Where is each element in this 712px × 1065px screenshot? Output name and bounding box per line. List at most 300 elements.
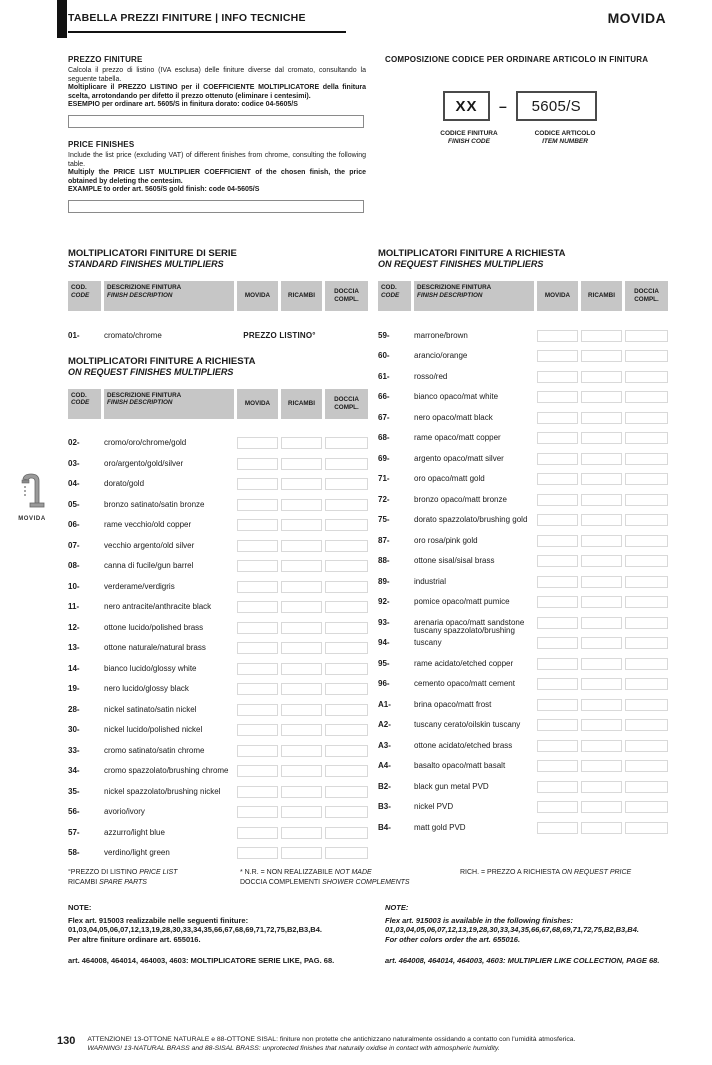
movida-multiplier-cell: [237, 581, 278, 593]
doccia-multiplier-cell: [325, 478, 368, 490]
code-composition-labels: [385, 130, 667, 146]
ricambi-multiplier-cell: [581, 453, 622, 465]
ricambi-multiplier-cell: [581, 719, 622, 731]
finish-description: rosso/red: [414, 371, 448, 381]
table-row: [378, 444, 668, 465]
finish-code: 12-: [68, 622, 80, 632]
movida-multiplier-cell: [537, 555, 578, 567]
col-header-doccia: [325, 389, 368, 419]
col-code-en: CODE: [381, 291, 400, 299]
finish-description: oro/argento/gold/silver: [104, 458, 184, 468]
movida-multiplier-cell: [237, 786, 278, 798]
table-row: [68, 321, 368, 342]
finish-description: bronzo opaco/matt bronze: [414, 494, 507, 504]
movida-multiplier-cell: [237, 724, 278, 736]
finish-description: dorato spazzolato/brushing gold: [414, 515, 528, 524]
finish-code: 95-: [378, 658, 390, 668]
finish-code: 72-: [378, 494, 390, 504]
table-row: [68, 716, 368, 737]
movida-multiplier-cell: [237, 745, 278, 757]
doccia-multiplier-cell: [625, 494, 668, 506]
finish-code: 05-: [68, 499, 80, 509]
finish-code: 34-: [68, 766, 80, 775]
finish-description: tuscany spazzolato/brushing tuscany: [414, 626, 515, 647]
movida-multiplier-cell: [537, 822, 578, 834]
note-art-line-it: art. 464008, 464014, 464003, 4603: MOLTIPLICATORE SERIE LIKE, PAG. 68.: [68, 956, 335, 965]
doccia-multiplier-cell: [625, 432, 668, 444]
finish-description: dorato/gold: [104, 479, 145, 488]
finish-code: 57-: [68, 827, 80, 837]
table-row: [68, 634, 368, 655]
ricambi-multiplier-cell: [281, 437, 322, 449]
table-row: [378, 465, 668, 486]
finish-code: 10-: [68, 581, 80, 591]
table-row: [378, 321, 668, 342]
finish-description: vecchio argento/old silver: [104, 540, 195, 550]
doccia-multiplier-cell: [625, 658, 668, 670]
standard-table-header: [68, 281, 368, 311]
footnote-row: [68, 878, 668, 888]
ricambi-multiplier-cell: [581, 822, 622, 834]
doccia-multiplier-cell: [625, 514, 668, 526]
doccia-multiplier-cell: [325, 437, 368, 449]
item-number-label-it: CODICE ARTICOLO: [534, 130, 596, 137]
ricambi-multiplier-cell: [281, 704, 322, 716]
movida-multiplier-cell: [237, 540, 278, 552]
page-footer: [57, 1036, 669, 1053]
code-composition-title: COMPOSIZIONE CODICE PER ORDINARE ARTICOLO IN FINITURA: [385, 55, 649, 64]
section-title-it: PREZZO FINITURE: [68, 55, 143, 64]
table-row: [68, 552, 368, 573]
ricambi-multiplier-cell: [581, 494, 622, 506]
finish-description: rame acidato/etched copper: [414, 658, 514, 668]
table-row: [68, 736, 368, 757]
ricambi-multiplier-cell: [581, 699, 622, 711]
finish-code: B2-: [378, 781, 391, 791]
col-header-ricambi: RICAMBI: [281, 389, 322, 419]
footnote-empty: [460, 878, 668, 888]
col-header-code: [378, 281, 411, 311]
table-row: [68, 531, 368, 552]
doccia-multiplier-cell: [625, 473, 668, 485]
footnote-en: SHOWER COMPLEMENTS: [322, 879, 410, 886]
table-row: [378, 424, 668, 445]
doccia-multiplier-cell: [625, 678, 668, 690]
finish-code: 08-: [68, 561, 80, 570]
request-left-title-en: ON REQUEST FINISHES MULTIPLIERS: [68, 366, 234, 377]
finish-description: nero antracite/anthracite black: [104, 602, 212, 611]
doccia-multiplier-cell: [325, 663, 368, 675]
table-row: [68, 470, 368, 491]
doccia-multiplier-cell: [325, 827, 368, 839]
doccia-multiplier-cell: [625, 330, 668, 342]
ricambi-multiplier-cell: [581, 432, 622, 444]
doccia-multiplier-cell: [625, 371, 668, 383]
finish-code: B4-: [378, 822, 391, 832]
table-row: [68, 449, 368, 470]
note-art-line-en: art. 464008, 464014, 464003, 4603: MULTIPLIER LIKE COLLECTION, PAGE 68.: [385, 956, 660, 965]
finish-code: 69-: [378, 453, 390, 463]
doccia-multiplier-cell: [325, 786, 368, 798]
finish-description: avorio/ivory: [104, 807, 145, 816]
finish-code: A2-: [378, 720, 391, 729]
doccia-multiplier-cell: [325, 560, 368, 572]
movida-multiplier-cell: [237, 478, 278, 490]
col-desc-en: FINISH DESCRIPTION: [107, 291, 173, 299]
table-row: [68, 654, 368, 675]
ricambi-multiplier-cell: [581, 576, 622, 588]
doccia-multiplier-cell: [625, 596, 668, 608]
finish-description: cromo spazzolato/brushing chrome: [104, 766, 229, 775]
doccia-multiplier-cell: [625, 699, 668, 711]
ricambi-multiplier-cell: [581, 535, 622, 547]
finish-code: 87-: [378, 535, 390, 545]
ricambi-multiplier-cell: [281, 724, 322, 736]
doccia-multiplier-cell: [325, 499, 368, 511]
table-row: [378, 772, 668, 793]
finish-description: nickel satinato/satin nickel: [104, 704, 197, 714]
ricambi-multiplier-cell: [281, 458, 322, 470]
movida-multiplier-cell: [537, 719, 578, 731]
col-header-movida: MOVIDA: [537, 281, 578, 311]
footnote-en: ON REQUEST PRICE: [561, 869, 632, 876]
col-doccia-l1: DOCCIA: [634, 288, 659, 296]
finish-code: 30-: [68, 725, 80, 734]
col-code-it: COD.: [71, 284, 87, 291]
finish-code: A4-: [378, 761, 391, 770]
finish-code-label-en: FINISH CODE: [448, 138, 490, 145]
doccia-multiplier-cell: [625, 412, 668, 424]
movida-multiplier-cell: [537, 350, 578, 362]
movida-multiplier-cell: [237, 437, 278, 449]
table-row: [68, 593, 368, 614]
finish-description: argento opaco/matt silver: [414, 453, 504, 463]
price-finishes-section: [68, 55, 366, 225]
doccia-multiplier-cell: [625, 801, 668, 813]
footnote-it: * N.R. = NON REALIZZABILE: [240, 869, 333, 876]
finish-description: ottone naturale/natural brass: [104, 643, 206, 652]
ricambi-multiplier-cell: [581, 781, 622, 793]
finish-description: nickel lucido/polished nickel: [104, 725, 203, 734]
ricambi-multiplier-cell: [281, 540, 322, 552]
doccia-multiplier-cell: [325, 458, 368, 470]
ricambi-multiplier-cell: [581, 412, 622, 424]
footnote-spare-parts: [68, 878, 240, 888]
brand-logo: MOVIDA: [607, 10, 666, 26]
ricambi-multiplier-cell: [581, 350, 622, 362]
table-row: [68, 572, 368, 593]
col-doccia-l2: COMPL.: [634, 296, 659, 303]
doccia-multiplier-cell: [325, 724, 368, 736]
intro-it-paragraph-bold: Moltiplicare il PREZZO LISTINO per il COEFFICIENTE MOLTIPLICATORE della finitura scelta, arrotondando per difetto il prezzo ottenuto (eliminare i centesimi).: [68, 84, 366, 100]
finish-code: A1-: [378, 699, 391, 709]
table-row: [378, 342, 668, 363]
finish-code: 68-: [378, 433, 390, 442]
finish-description: bianco opaco/mat white: [414, 392, 499, 401]
col-header-description: [104, 389, 234, 419]
table-row: [68, 798, 368, 819]
finish-code: 04-: [68, 479, 80, 488]
finish-code: 14-: [68, 663, 80, 673]
page-edge-bar: [57, 0, 67, 38]
table-row: [68, 511, 368, 532]
doccia-multiplier-cell: [325, 581, 368, 593]
ricambi-multiplier-cell: [281, 827, 322, 839]
movida-multiplier-cell: [237, 683, 278, 695]
finish-code: 94-: [378, 638, 390, 647]
table-row: [68, 757, 368, 778]
item-number-label: [519, 130, 611, 146]
movida-multiplier-cell: [237, 622, 278, 634]
finish-code-label-it: CODICE FINITURA: [440, 130, 498, 137]
col-code-en: CODE: [71, 291, 90, 299]
table-row: [378, 588, 668, 609]
page-title: TABELLA PREZZI FINITURE | INFO TECNICHE: [68, 12, 346, 33]
doccia-multiplier-cell: [325, 704, 368, 716]
footnote-row: [68, 868, 668, 878]
ricambi-multiplier-cell: [581, 760, 622, 772]
ricambi-multiplier-cell: [281, 745, 322, 757]
table-row: [68, 675, 368, 696]
note-title-en: NOTE:: [385, 903, 409, 912]
table-row: [68, 695, 368, 716]
col-header-movida: MOVIDA: [237, 281, 278, 311]
finish-description: pomice opaco/matt pumice: [414, 597, 510, 606]
footnote-it: RICAMBI: [68, 879, 98, 886]
movida-multiplier-cell: [237, 806, 278, 818]
finish-code: 93-: [378, 617, 390, 627]
finish-description: tuscany cerato/oilskin tuscany: [414, 720, 521, 729]
finish-code: 59-: [378, 330, 390, 340]
movida-multiplier-cell: [237, 847, 278, 859]
intro-it-example: ESEMPIO per ordinare art. 5605/S in finitura dorato: codice 04-5605/S: [68, 101, 298, 109]
margin-brand-label: MOVIDA: [18, 516, 46, 522]
footnote-shower: [240, 878, 460, 888]
standard-table-body: [68, 321, 368, 342]
table-row: [68, 839, 368, 860]
ricambi-multiplier-cell: [581, 658, 622, 670]
movida-multiplier-cell: [537, 658, 578, 670]
code-composition-diagram: [385, 91, 667, 121]
col-header-description: [414, 281, 534, 311]
table-row: [378, 813, 668, 834]
doccia-multiplier-cell: [625, 740, 668, 752]
ricambi-multiplier-cell: [581, 371, 622, 383]
standard-table-title-it: MOLTIPLICATORI FINITURE DI SERIE: [68, 248, 237, 259]
finish-description: cromo/oro/chrome/gold: [104, 438, 187, 447]
finish-code: 03-: [68, 458, 80, 468]
standard-table-title-en: STANDARD FINISHES MULTIPLIERS: [68, 259, 224, 269]
doccia-multiplier-cell: [625, 760, 668, 772]
ricambi-multiplier-cell: [581, 596, 622, 608]
request-table-left: [68, 356, 368, 860]
footnote-en: NOT MADE: [334, 869, 372, 876]
doccia-multiplier-cell: [325, 765, 368, 777]
ricambi-multiplier-cell: [281, 622, 322, 634]
finish-code: B3-: [378, 802, 391, 811]
movida-multiplier-cell: [537, 473, 578, 485]
col-desc-it: DESCRIZIONE FINITURA: [417, 284, 492, 291]
doccia-multiplier-cell: [625, 719, 668, 731]
doccia-multiplier-cell: [325, 683, 368, 695]
ricambi-multiplier-cell: [281, 499, 322, 511]
doccia-multiplier-cell: [325, 540, 368, 552]
note-section-en: [385, 903, 670, 966]
footnote-it: RICH. = PREZZO A RICHIESTA: [460, 869, 560, 876]
finish-code-box: XX: [443, 91, 490, 121]
ricambi-multiplier-cell: [281, 663, 322, 675]
table-row: [68, 429, 368, 450]
finish-description: nero opaco/matt black: [414, 412, 493, 422]
table-row: [68, 490, 368, 511]
movida-multiplier-cell: [237, 499, 278, 511]
table-row: [68, 777, 368, 798]
col-header-ricambi: RICAMBI: [281, 281, 322, 311]
movida-multiplier-cell: [537, 699, 578, 711]
doccia-multiplier-cell: [625, 350, 668, 362]
footnote-on-request: [460, 868, 668, 878]
doccia-multiplier-cell: [625, 535, 668, 547]
footer-warning: [87, 1036, 575, 1053]
ricambi-multiplier-cell: [281, 581, 322, 593]
ricambi-multiplier-cell: [281, 560, 322, 572]
movida-multiplier-cell: [537, 617, 578, 629]
finish-code: 88-: [378, 556, 390, 565]
finish-description: arancio/orange: [414, 351, 468, 360]
movida-multiplier-cell: [237, 704, 278, 716]
table-row: [378, 485, 668, 506]
movida-multiplier-cell: [537, 801, 578, 813]
movida-multiplier-cell: [537, 576, 578, 588]
request-right-title-en: ON REQUEST FINISHES MULTIPLIERS: [378, 259, 544, 269]
ricambi-multiplier-cell: [581, 473, 622, 485]
finish-description: ottone acidato/etched brass: [414, 740, 513, 750]
finish-code: 13-: [68, 643, 80, 652]
finish-code: 61-: [378, 371, 390, 381]
finish-description: rame opaco/matt copper: [414, 433, 501, 442]
col-header-code: [68, 281, 101, 311]
note-line: Flex art. 915003 realizzabile nelle seguenti finiture:: [68, 915, 249, 925]
movida-multiplier-cell: [537, 432, 578, 444]
request-right-header: [378, 281, 668, 311]
finish-description: black gun metal PVD: [414, 781, 489, 791]
ricambi-multiplier-cell: [281, 683, 322, 695]
col-doccia-l2: COMPL.: [334, 403, 359, 411]
note-line: For other colors order the art. 655016.: [385, 934, 521, 944]
footnote-price-list: [68, 868, 240, 878]
col-header-ricambi: RICAMBI: [581, 281, 622, 311]
price-note-box-en: [68, 200, 364, 213]
footnote-en: PRICE LIST: [139, 869, 178, 876]
col-desc-it: DESCRIZIONE FINITURA: [107, 284, 182, 291]
movida-multiplier-cell: [237, 642, 278, 654]
doccia-multiplier-cell: [625, 822, 668, 834]
ricambi-multiplier-cell: [581, 391, 622, 403]
doccia-multiplier-cell: [625, 637, 668, 649]
finish-code: 66-: [378, 392, 390, 401]
movida-multiplier-cell: [237, 663, 278, 675]
movida-multiplier-cell: [537, 494, 578, 506]
request-left-header: [68, 389, 368, 419]
table-row: [378, 547, 668, 568]
intro-it-paragraph: Calcola il prezzo di listino (IVA esclusa) delle finiture diverse dal cromato, consultando la seguente tabella.: [68, 67, 366, 83]
table-row: [378, 526, 668, 547]
movida-multiplier-cell: [537, 637, 578, 649]
col-desc-en: FINISH DESCRIPTION: [417, 291, 483, 299]
movida-multiplier-cell: [537, 412, 578, 424]
table-row: [378, 626, 668, 650]
ricambi-multiplier-cell: [581, 555, 622, 567]
margin-collection-marker: [12, 468, 52, 522]
section-title-en: PRICE FINISHES: [68, 139, 135, 149]
table-row: [378, 362, 668, 383]
page-number: 130: [57, 1035, 76, 1047]
finish-description: nero lucido/glossy black: [104, 684, 189, 693]
finish-code: 67-: [378, 412, 390, 422]
finish-code-label: [423, 130, 515, 146]
ricambi-multiplier-cell: [281, 806, 322, 818]
col-header-doccia: [625, 281, 668, 311]
intro-en-paragraph-bold: Multiply the PRICE LIST MULTIPLIER COEFFICIENT of the chosen finish, the price obtained by deleting the centesim.: [68, 169, 366, 185]
finish-description: ottone sisal/sisal brass: [414, 556, 495, 565]
finish-description: basalto opaco/matt basalt: [414, 761, 506, 770]
finish-description: industrial: [414, 576, 447, 586]
note-title-it: NOTE:: [68, 903, 92, 912]
movida-multiplier-cell: [237, 765, 278, 777]
col-doccia-l1: DOCCIA: [334, 288, 359, 296]
warning-it: ATTENZIONE! 13-OTTONE NATURALE e 88-OTTONE SISAL: finiture non protette che antichizzano naturalmente ossidando a contatto con l'umidità atmosferica.: [87, 1036, 576, 1043]
table-row: [378, 506, 668, 527]
finish-description: verderame/verdigris: [104, 581, 175, 591]
finish-description: nickel PVD: [414, 802, 454, 811]
movida-multiplier-cell: [537, 596, 578, 608]
left-tables-column: [68, 248, 368, 859]
col-desc-en: FINISH DESCRIPTION: [107, 399, 173, 407]
table-row: [378, 752, 668, 773]
finish-code: 58-: [68, 848, 80, 857]
movida-multiplier-cell: [237, 827, 278, 839]
movida-multiplier-cell: [537, 391, 578, 403]
table-row: [378, 731, 668, 752]
code-composition-section: [385, 55, 667, 146]
table-footnotes: [68, 868, 668, 888]
doccia-multiplier-cell: [625, 391, 668, 403]
doccia-multiplier-cell: [325, 519, 368, 531]
ricambi-multiplier-cell: [281, 847, 322, 859]
finish-code: 28-: [68, 704, 80, 714]
finish-code: 06-: [68, 520, 80, 529]
footnote-not-made: [240, 868, 460, 878]
finish-code: 75-: [378, 515, 390, 524]
ricambi-multiplier-cell: [581, 514, 622, 526]
col-header-description: [104, 281, 234, 311]
warning-en: WARNING! 13-NATURAL BRASS and 88-SISAL BRASS: unprotected finishes that naturally oxidise in contact with atmospheric humidity.: [87, 1044, 500, 1052]
finish-code: 89-: [378, 576, 390, 586]
ricambi-multiplier-cell: [581, 617, 622, 629]
movida-multiplier-cell: [537, 514, 578, 526]
doccia-multiplier-cell: [625, 617, 668, 629]
finish-description: verdino/light green: [104, 848, 170, 857]
finish-description: bianco lucido/glossy white: [104, 663, 197, 673]
price-list-note: PREZZO LISTINO°: [243, 330, 316, 340]
finish-description: cromo satinato/satin chrome: [104, 745, 205, 755]
intro-en-paragraph: Include the list price (excluding VAT) of different finishes from chrome, consulting the following table.: [68, 151, 366, 168]
finish-code: 56-: [68, 807, 80, 816]
col-doccia-l1: DOCCIA: [334, 395, 359, 403]
ricambi-multiplier-cell: [281, 786, 322, 798]
finish-description: canna di fucile/gun barrel: [104, 561, 194, 570]
finish-description: rame vecchio/old copper: [104, 520, 192, 529]
